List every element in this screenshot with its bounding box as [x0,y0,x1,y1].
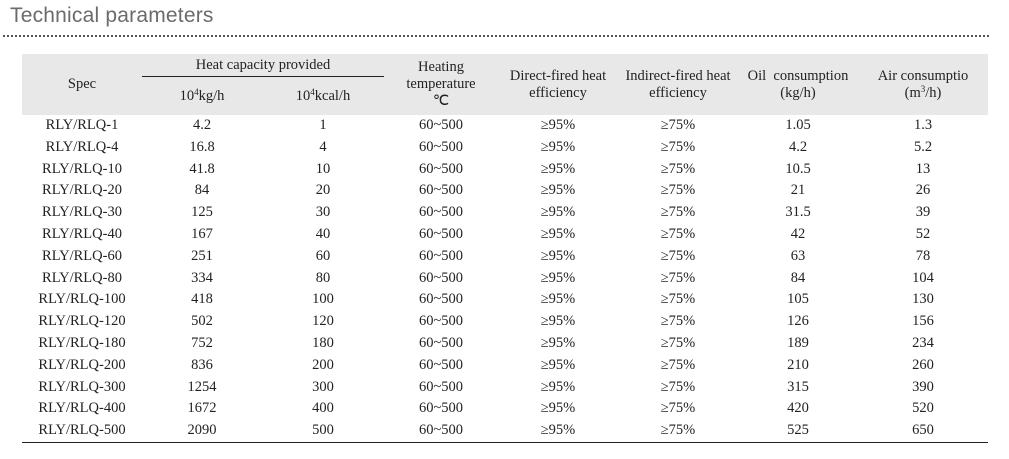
table-row [22,355,988,377]
cell-direct-efficiency: ≥95% [540,291,576,308]
cell-oil-consumption: 105 [787,291,809,308]
cell-kcal-per-hour: 30 [315,204,331,221]
cell-spec: RLY/RLQ-400 [38,400,126,417]
cell-kg-per-hour: 167 [191,225,213,242]
cell-heating-temperature: 60~500 [418,313,464,330]
table-body [22,115,988,442]
cell-direct-efficiency: ≥95% [540,334,576,351]
header-spec: Spec [22,54,142,115]
cell-oil-consumption: 10.5 [785,160,811,177]
cell-oil-consumption: 42 [790,225,806,242]
cell-spec: RLY/RLQ-1 [45,117,119,133]
cell-kg-per-hour: 125 [191,204,213,221]
cell-kg-per-hour: 41.8 [189,160,215,177]
header-oil-line2: (kg/h) [780,84,816,101]
cell-spec: RLY/RLQ-80 [42,269,122,286]
cell-kcal-per-hour: 4 [319,138,327,155]
cell-air-consumption: 650 [858,420,988,442]
cell-kcal-per-hour: 400 [312,400,334,417]
cell-spec: RLY/RLQ-20 [42,182,122,199]
cell-air-consumption: 5.2 [913,138,933,155]
cell-indirect-efficiency: ≥75% [660,117,696,133]
header-heating-temperature-line2: temperature [406,76,476,92]
header-heating-temperature [384,54,498,115]
cell-oil-consumption: 21 [790,182,806,199]
cell-direct-efficiency: ≥95% [540,378,576,395]
cell-heating-temperature: 60~500 [418,138,464,155]
cell-heating-temperature: 60~500 [418,160,464,177]
cell-direct-efficiency: ≥95% [498,420,618,442]
cell-kg-per-hour: 1254 [187,378,217,395]
cell-kg-per-hour: 16.8 [189,138,215,155]
cell-kcal-per-hour: 120 [312,313,334,330]
table-row [22,246,988,268]
cell-oil-consumption: 126 [787,313,809,330]
cell-oil-consumption: 31.5 [785,204,811,221]
table-row [22,398,988,420]
cell-oil-consumption: 1.05 [785,117,811,133]
cell-direct-efficiency: ≥95% [540,269,576,286]
header-heat-capacity-group: Heat capacity provided [142,54,384,77]
cell-oil-consumption: 4.2 [788,138,808,155]
header-air-consumption [858,54,988,115]
header-heating-temperature-line1: Heating [418,59,464,75]
table-row [22,311,988,333]
cell-heating-temperature: 60~500 [418,117,464,133]
cell-air-consumption: 390 [912,378,934,395]
header-indirect-line2: efficiency [649,84,707,101]
cell-indirect-efficiency: ≥75% [660,291,696,308]
cell-spec: RLY/RLQ-40 [42,225,122,242]
page-title: Technical parameters [10,4,214,27]
cell-kcal-per-hour: 60 [315,247,331,264]
cell-heating-temperature: 60~500 [418,225,464,242]
cell-indirect-efficiency: ≥75% [660,204,696,221]
technical-parameters-table-container [22,54,988,443]
cell-kg-per-hour: 752 [191,334,213,351]
cell-kg-per-hour: 1672 [187,400,217,417]
cell-kg-per-hour: 84 [194,182,210,199]
header-direct-line1: Direct-fired heat [509,67,607,84]
table-row [22,180,988,202]
cell-spec: RLY/RLQ-300 [38,378,126,395]
cell-kg-per-hour: 2090 [142,420,262,442]
title-divider [3,35,989,37]
cell-kcal-per-hour: 500 [262,420,384,442]
header-kg-per-hour: $10^4kg/h$ [142,77,262,116]
cell-oil-consumption: 525 [738,420,858,442]
cell-oil-consumption: 420 [787,400,809,417]
cell-spec: RLY/RLQ-60 [42,247,122,264]
cell-spec: RLY/RLQ-120 [38,313,126,330]
cell-kcal-per-hour: 200 [312,356,334,373]
header-air-line2: $(m^3/h)$ [904,83,942,101]
table-row [22,115,988,137]
technical-parameters-table [22,54,988,443]
cell-air-consumption: 260 [912,356,934,373]
table-row [22,377,988,399]
table-row [22,420,988,442]
cell-kcal-per-hour: 180 [312,334,334,351]
table-row [22,289,988,311]
cell-air-consumption: 1.3 [913,117,933,133]
cell-kcal-per-hour: 10 [315,160,331,177]
cell-direct-efficiency: ≥95% [540,247,576,264]
cell-indirect-efficiency: ≥75% [660,138,696,155]
cell-spec: RLY/RLQ-100 [38,291,126,308]
table-row [22,333,988,355]
cell-indirect-efficiency: ≥75% [660,378,696,395]
cell-air-consumption: 78 [915,247,931,264]
cell-indirect-efficiency: ≥75% [660,182,696,199]
table-header [22,54,988,115]
cell-direct-efficiency: ≥95% [540,313,576,330]
cell-direct-efficiency: ≥95% [540,356,576,373]
cell-kg-per-hour: 418 [191,291,213,308]
cell-indirect-efficiency: ≥75% [660,400,696,417]
header-direct-line2: efficiency [529,84,587,101]
cell-indirect-efficiency: ≥75% [660,269,696,286]
cell-direct-efficiency: ≥95% [540,138,576,155]
cell-direct-efficiency: ≥95% [540,160,576,177]
header-heating-temperature-line3: ℃ [432,93,450,109]
cell-direct-efficiency: ≥95% [540,225,576,242]
header-indirect-line1: Indirect-fired heat [625,67,731,84]
cell-kg-per-hour: 502 [191,313,213,330]
header-indirect-fired-efficiency [618,54,738,115]
header-oil-consumption [738,54,858,115]
cell-oil-consumption: 84 [790,269,806,286]
cell-heating-temperature: 60~500 [418,356,464,373]
header-row-1 [22,54,988,77]
cell-indirect-efficiency: ≥75% [660,247,696,264]
cell-indirect-efficiency: ≥75% [660,160,696,177]
cell-spec: RLY/RLQ-10 [42,160,122,177]
cell-kcal-per-hour: 1 [319,117,327,133]
cell-indirect-efficiency: ≥75% [660,225,696,242]
cell-kcal-per-hour: 300 [312,378,334,395]
cell-kcal-per-hour: 80 [315,269,331,286]
cell-indirect-efficiency: ≥75% [660,313,696,330]
cell-spec: RLY/RLQ-200 [38,356,126,373]
table-row [22,224,988,246]
cell-spec: RLY/RLQ-180 [38,334,126,351]
cell-direct-efficiency: ≥95% [540,204,576,221]
cell-oil-consumption: 63 [790,247,806,264]
cell-kg-per-hour: 4.2 [192,117,212,133]
table-row [22,268,988,290]
cell-heating-temperature: 60~500 [418,204,464,221]
cell-air-consumption: 130 [912,291,934,308]
cell-kcal-per-hour: 40 [315,225,331,242]
cell-air-consumption: 104 [912,269,934,286]
header-oil-line1: Oil consumption [747,67,849,84]
cell-kg-per-hour: 836 [191,356,213,373]
cell-heating-temperature: 60~500 [418,378,464,395]
cell-kg-per-hour: 251 [191,247,213,264]
cell-heating-temperature: 60~500 [384,420,498,442]
cell-spec: RLY/RLQ-500 [22,420,142,442]
header-air-line1: Air consumptio [877,67,969,84]
cell-direct-efficiency: ≥95% [540,182,576,199]
cell-indirect-efficiency: ≥75% [618,420,738,442]
cell-heating-temperature: 60~500 [418,400,464,417]
cell-air-consumption: 156 [912,313,934,330]
cell-heating-temperature: 60~500 [418,291,464,308]
table-row [22,137,988,159]
cell-oil-consumption: 210 [787,356,809,373]
cell-kcal-per-hour: 100 [312,291,334,308]
cell-air-consumption: 26 [915,182,931,199]
cell-heating-temperature: 60~500 [418,269,464,286]
cell-direct-efficiency: ≥95% [540,117,576,133]
cell-heating-temperature: 60~500 [418,247,464,264]
cell-heating-temperature: 60~500 [418,334,464,351]
cell-kg-per-hour: 334 [191,269,213,286]
cell-air-consumption: 39 [915,204,931,221]
cell-air-consumption: 234 [912,334,934,351]
table-row [22,159,988,181]
table-row [22,202,988,224]
cell-spec: RLY/RLQ-30 [42,204,122,221]
cell-oil-consumption: 315 [787,378,809,395]
cell-oil-consumption: 189 [787,334,809,351]
cell-spec: RLY/RLQ-4 [45,138,119,155]
cell-air-consumption: 13 [915,160,931,177]
cell-air-consumption: 520 [912,400,934,417]
header-kcal-per-hour: $10^4kcal/h$ [262,77,384,116]
cell-indirect-efficiency: ≥75% [660,334,696,351]
cell-air-consumption: 52 [915,225,931,242]
cell-direct-efficiency: ≥95% [540,400,576,417]
cell-indirect-efficiency: ≥75% [660,356,696,373]
cell-kcal-per-hour: 20 [315,182,331,199]
header-direct-fired-efficiency [498,54,618,115]
cell-heating-temperature: 60~500 [418,182,464,199]
